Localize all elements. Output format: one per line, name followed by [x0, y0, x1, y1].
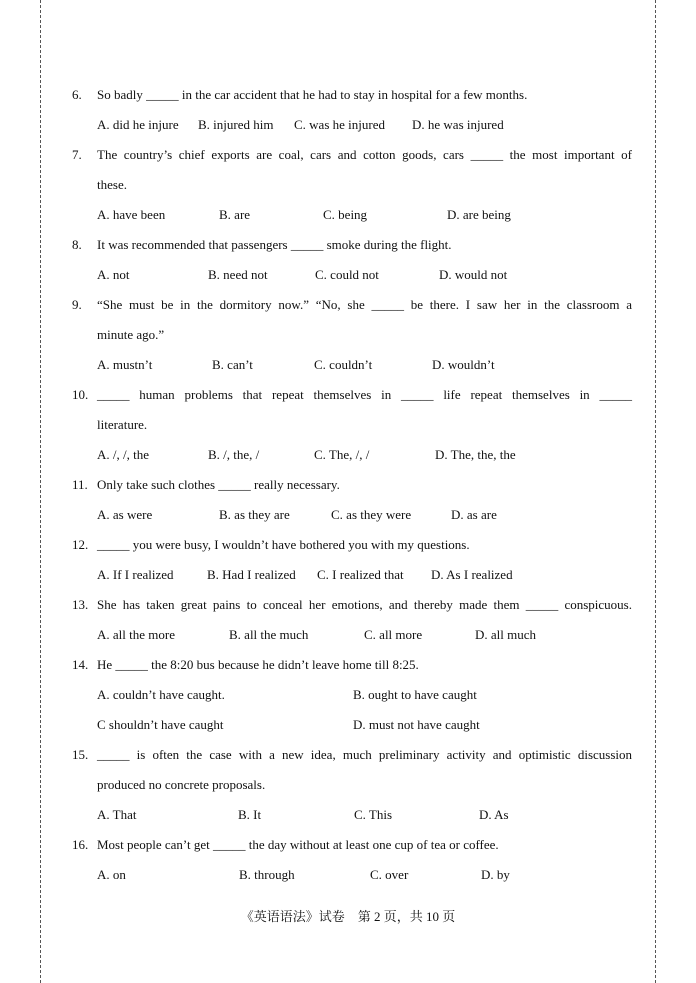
option-a[interactable]: A. on — [97, 867, 126, 882]
question-stem: The country’s chief exports are coal, cars and cotton goods, cars _____ the most important of — [97, 147, 632, 162]
option-d[interactable]: D. must not have caught — [353, 717, 480, 732]
question-11 — [72, 470, 632, 530]
option-d[interactable]: D. would not — [439, 267, 508, 282]
option-b[interactable]: B. can’t — [212, 357, 253, 372]
option-d[interactable]: D. The, the, the — [435, 447, 516, 462]
question-stem: Most people can’t get _____ the day without at least one cup of tea or coffee. — [97, 837, 499, 852]
question-stem: _____ is often the case with a new idea, much preliminary activity and optimistic discussion — [97, 747, 632, 762]
options — [72, 680, 632, 710]
option-c[interactable]: C. couldn’t — [314, 357, 373, 372]
options — [72, 710, 632, 740]
option-d[interactable]: D. are being — [447, 207, 511, 222]
option-c[interactable]: C. as they were — [331, 507, 412, 522]
options — [72, 800, 632, 830]
option-c[interactable]: C. I realized that — [317, 567, 404, 582]
options — [72, 620, 632, 650]
options — [72, 350, 632, 380]
option-b[interactable]: B. injured him — [198, 117, 274, 132]
option-a[interactable]: A. /, /, the — [97, 447, 149, 462]
option-c[interactable]: C. all more — [364, 627, 423, 642]
options — [72, 560, 632, 590]
question-number: 11. — [72, 477, 88, 492]
question-stem: It was recommended that passengers _____ smoke during the flight. — [97, 237, 452, 252]
question-stem-continued: literature. — [97, 417, 148, 432]
question-15 — [72, 740, 632, 830]
option-a[interactable]: A. If I realized — [97, 567, 174, 582]
question-12 — [72, 530, 632, 590]
question-14 — [72, 650, 632, 740]
question-number: 7. — [72, 147, 82, 162]
question-stem-continued: minute ago.” — [97, 327, 165, 342]
option-d[interactable]: D. he was injured — [412, 117, 504, 132]
question-number: 6. — [72, 87, 82, 102]
option-c[interactable]: C. was he injured — [294, 117, 385, 132]
option-d[interactable]: D. As I realized — [431, 567, 513, 582]
option-a[interactable]: A. as were — [97, 507, 153, 522]
question-10 — [72, 380, 632, 470]
options — [72, 200, 632, 230]
option-c[interactable]: C. over — [370, 867, 409, 882]
right-cut-line — [655, 0, 656, 983]
question-number: 13. — [72, 597, 89, 612]
option-d[interactable]: D. As — [479, 807, 509, 822]
question-7 — [72, 140, 632, 230]
question-stem: She has taken great pains to conceal her emotions, and thereby made them _____ conspicuous. — [97, 597, 632, 612]
option-a[interactable]: A. mustn’t — [97, 357, 153, 372]
question-number: 15. — [72, 747, 89, 762]
question-stem-continued: produced no concrete proposals. — [97, 777, 266, 792]
option-b[interactable]: B. It — [238, 807, 262, 822]
question-number: 16. — [72, 837, 89, 852]
option-d[interactable]: D. all much — [475, 627, 537, 642]
option-d[interactable]: D. as are — [451, 507, 497, 522]
option-a[interactable]: A. That — [97, 807, 137, 822]
question-stem: He _____ the 8:20 bus because he didn’t leave home till 8:25. — [97, 657, 419, 672]
question-stem: Only take such clothes _____ really necessary. — [97, 477, 340, 492]
question-stem: “She must be in the dormitory now.” “No, she _____ be there. I saw her in the classroom a — [97, 297, 632, 312]
option-b[interactable]: B. ought to have caught — [353, 687, 477, 702]
option-b[interactable]: B. all the much — [229, 627, 309, 642]
question-number: 8. — [72, 237, 82, 252]
option-d[interactable]: D. wouldn’t — [432, 357, 495, 372]
question-stem: So badly _____ in the car accident that he had to stay in hospital for a few months. — [97, 87, 528, 102]
option-b[interactable]: B. through — [239, 867, 295, 882]
question-9 — [72, 290, 632, 380]
option-a[interactable]: A. did he injure — [97, 117, 179, 132]
option-a[interactable]: A. all the more — [97, 627, 175, 642]
question-6 — [72, 80, 632, 140]
options — [72, 440, 632, 470]
page-footer: 《英语语法》试卷 第 2 页，共 10 页 — [240, 909, 456, 924]
question-8 — [72, 230, 632, 290]
question-13 — [72, 590, 632, 650]
options — [72, 860, 632, 890]
option-a[interactable]: A. couldn’t have caught. — [97, 687, 225, 702]
option-a[interactable]: A. not — [97, 267, 130, 282]
option-a[interactable]: A. have been — [97, 207, 166, 222]
option-d[interactable]: D. by — [481, 867, 510, 882]
left-cut-line — [40, 0, 41, 983]
option-b[interactable]: B. /, the, / — [208, 447, 260, 462]
option-c[interactable]: C. could not — [315, 267, 379, 282]
question-stem-continued: these. — [97, 177, 127, 192]
options — [72, 500, 632, 530]
options — [72, 110, 632, 140]
question-stem: _____ you were busy, I wouldn’t have bothered you with my questions. — [97, 537, 470, 552]
question-number: 14. — [72, 657, 89, 672]
option-c[interactable]: C shouldn’t have caught — [97, 717, 224, 732]
option-b[interactable]: B. need not — [208, 267, 268, 282]
option-c[interactable]: C. This — [354, 807, 393, 822]
option-c[interactable]: C. The, /, / — [314, 447, 370, 462]
question-number: 9. — [72, 297, 82, 312]
options — [72, 260, 632, 290]
question-stem: _____ human problems that repeat themselves in _____ life repeat themselves in _____ — [97, 387, 632, 402]
question-number: 10. — [72, 387, 89, 402]
question-number: 12. — [72, 537, 89, 552]
option-b[interactable]: B. Had I realized — [207, 567, 296, 582]
option-b[interactable]: B. are — [219, 207, 251, 222]
option-b[interactable]: B. as they are — [219, 507, 290, 522]
question-16 — [72, 830, 632, 890]
option-c[interactable]: C. being — [323, 207, 368, 222]
